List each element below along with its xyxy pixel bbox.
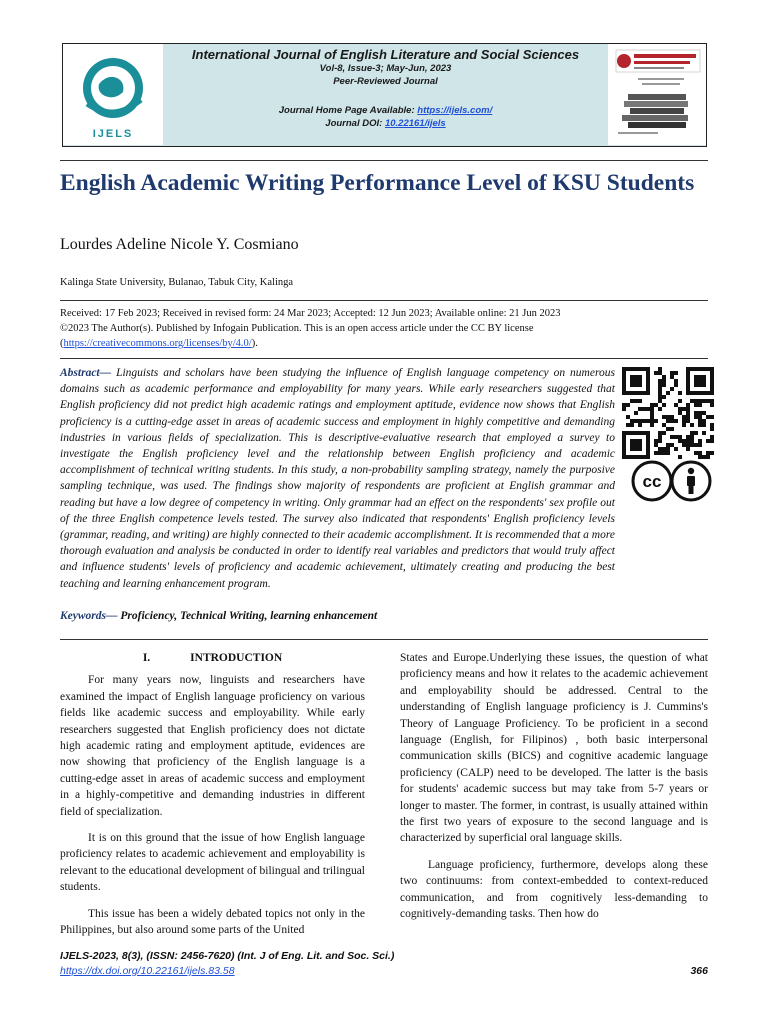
received-dates: Received: 17 Feb 2023; Received in revised form: 24 Mar 2023; Accepted: 12 Jun 2023; Available online: 21 Jun 2023 [60,308,561,319]
article-title: English Academic Writing Performance Level of KSU Students [60,170,695,196]
footer-citation: IJELS-2023, 8(3), (ISSN: 2456-7620) (Int. J of Eng. Lit. and Soc. Sci.) [60,950,395,962]
divider [60,358,708,359]
paragraph: States and Europe.Underlying these issues, the question of what proficiency means and how it relates to the academic achievement and employability should be addressed. Central to the understanding of English language proficiency is J. Cummins's Theory of Language Proficiency. To be proficient in a second language (English, for Filipinos) , both basic interpersonal communication skills (BICS) and cognitive academic language proficiency (CALP) need to be developed. The latter is the basis for students' academic success but may take from 5-7 years or longer to master. The former, in contrast, is usually attained within the first two years of exposure to the second language and is characterized by superficial oral language skills. [400,652,708,845]
article-doi-link[interactable]: https://dx.doi.org/10.22161/ijels.83.58 [60,965,235,977]
volume-issue: Vol-8, Issue-3; May-Jun, 2023 [319,63,452,74]
logo-wordmark: IJELS [92,128,134,140]
keywords-text: Proficiency, Technical Writing, learning enhancement [120,610,378,622]
abstract-text: Linguists and scholars have been studying the influence of English language competency on numerous domains such as academic performance and employability for many years. While early researchers suggested that English proficiency did not predict high academic ratings and employment aptitude, evidence now shows that English proficiency is a cutting-edge asset in areas of academic success and employment in highly competitive and demanding industries in various fields of specialization. This is descriptive-evaluative research that employed a survey to investigate the English proficiency level and the relationship between English proficiency and academic accomplishment of technical writing students. In this study, a non-probability sampling strategy, namely the purposive sampling technique, was used. The findings show majority of respondents are proficient at English grammar and reading but have a low degree of competency in writing. Only grammar had an effect on the respondents' sex profile out of the three English competence levels tested. The survey also indicated that respondents' English proficiency levels (grammar, reading, and writing) are highly connected to their academic accomplishment. It is recommended that a more thorough evaluation and analysis be conducted in order to identify real variables and predictors that would truly affect and influence students' levels of proficiency and academic achievement, ultimately creating and producing the best teaching and learning enhancement program. [60,367,615,590]
license-url-line: (https://creativecommons.org/licenses/by/4.0/). [60,338,258,349]
divider [60,300,708,301]
paragraph: It is on this ground that the issue of how English language proficiency relates to academic achievement and employability is relevant to the educational development of bilingual and trilingual students. [60,832,365,894]
author-name: Lourdes Adeline Nicole Y. Cosmiano [60,236,299,253]
doi-line: Journal DOI: 10.22161/ijels [325,118,446,129]
home-page-line: Journal Home Page Available: https://ijels.com/ [278,105,493,116]
journal-cover-image [608,44,706,145]
page-footer [60,949,708,979]
cc-by-license-icon [624,459,714,503]
peer-reviewed: Peer-Reviewed Journal [333,76,438,87]
article-history [60,306,660,351]
section-heading: I. INTRODUCTION [142,652,283,664]
svg-text:cc: cc [642,472,662,491]
journal-logo [63,44,163,145]
author-affiliation: Kalinga State University, Bulanao, Tabuk City, Kalinga [60,277,294,288]
paragraph: This issue has been a widely debated topics not only in the Philippines, but also around some parts of the United [60,907,365,937]
banner-text [163,44,608,146]
divider [60,639,708,640]
keywords-label: Keywords [60,610,106,622]
abstract: Abstract— Linguists and scholars have been studying the influence of English language competency on numerous domains such as academic performance and employability for many years. While early researchers suggested that English proficiency did not predict high academic ratings and employment aptitude, evidence now shows that English proficiency is a cutting-edge asset in areas of academic success and employment in highly competitive and demanding industries in various fields of specialization. This is descriptive-evaluative research that employed a survey to investigate the English proficiency level and the relationship between English proficiency and academic accomplishment of technical writing students. In this study, a non-probability sampling strategy, namely the purposive sampling technique, was used. The findings show majority of respondents are proficient at English grammar and reading but have a low degree of competency in writing. Only grammar had an effect on the respondents' sex profile out of the three English competence levels tested. The survey also indicated that respondents' English proficiency levels (grammar, reading, and writing) are highly connected to their academic accomplishment. It is recommended that a more thorough evaluation and analysis be conducted in order to identify real variables and predictors that would truly affect and influence students' levels of proficiency and academic achievement, ultimately creating and producing the best teaching and learning enhancement program. [60,367,615,590]
journal-banner [62,43,707,147]
journal-doi-link[interactable]: 10.22161/ijels [384,118,446,129]
license-link[interactable]: https://creativecommons.org/licenses/by/4.0/ [63,338,252,349]
body-column-left [60,650,365,949]
keywords: Keywords— Proficiency, Technical Writing, learning enhancement [60,610,378,622]
divider [60,160,708,161]
qr-code-image [622,367,714,459]
home-page-link[interactable]: https://ijels.com/ [417,105,493,116]
body-column-right [400,650,708,933]
paragraph: For many years now, linguists and researchers have examined the impact of English language proficiency on various fields like academic success and employability. While early researchers suggested that English proficiency does not dictate high academic rating and employment aptitude, evidences are now showing that proficiency of the English language is a cutting-edge asset in areas of academic success and employment in a highly-competitive and demanding industries in different field of specialization. [60,674,365,818]
abstract-label: Abstract [60,367,100,379]
license-statement: ©2023 The Author(s). Published by Infogain Publication. This is an open access article under the CC BY license [60,323,534,334]
page-number: 366 [690,965,708,977]
paragraph: Language proficiency, furthermore, develops along these two continuums: from context-embedded to context-reduced communication, and from cognitively less-demanding to cognitively-demanding tasks. Then how do [400,858,708,921]
journal-name: International Journal of English Literature and Social Sciences [191,47,580,62]
